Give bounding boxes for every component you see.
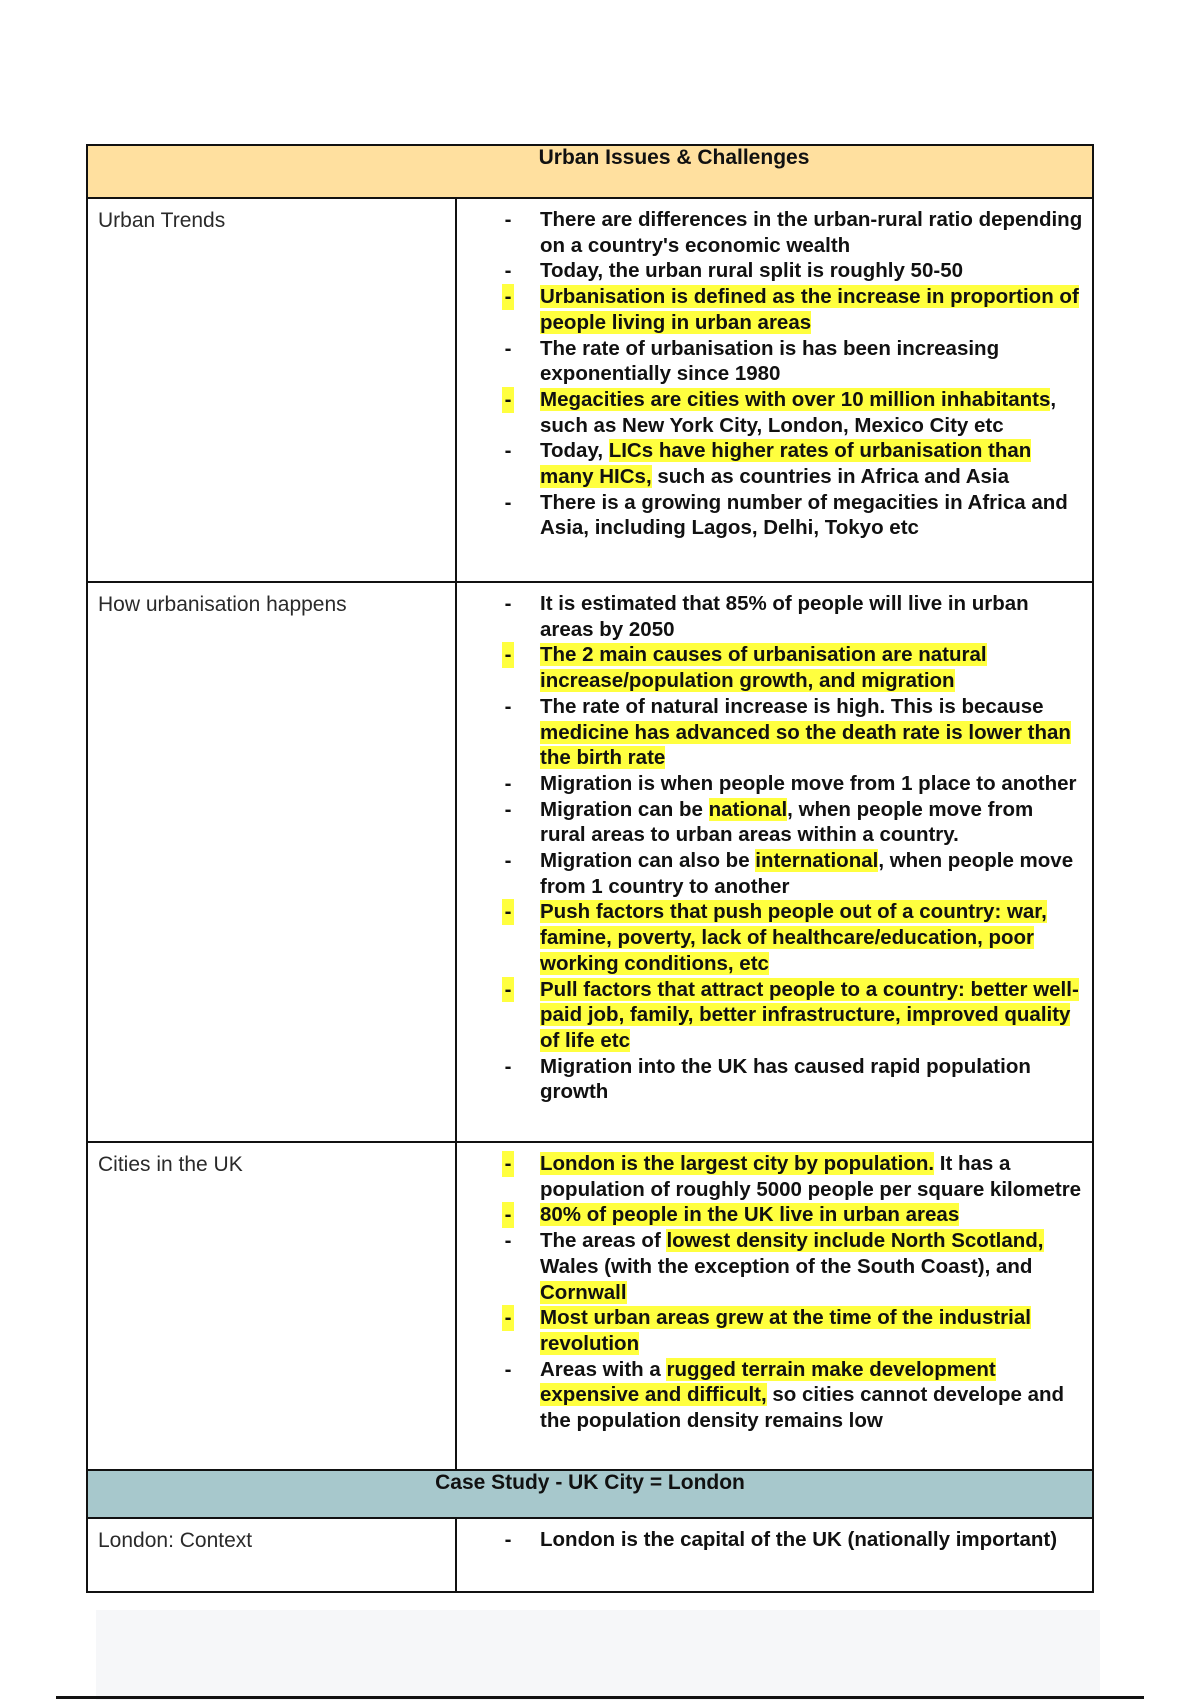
title-row bbox=[87, 145, 1093, 198]
bullet-dash-icon: - bbox=[502, 642, 514, 668]
bullet-dash-icon: - bbox=[504, 1528, 512, 1551]
bullet-point bbox=[457, 438, 1084, 489]
bullet-dash-icon: - bbox=[504, 1054, 512, 1078]
content-cell bbox=[456, 1142, 1093, 1470]
bullet-text: It is estimated that 85% of people will live in urban areas by 2050 bbox=[540, 592, 1029, 641]
topic-cell: London: Context bbox=[87, 1518, 456, 1592]
topic-cell: Cities in the UK bbox=[87, 1142, 456, 1470]
bullet-point bbox=[457, 848, 1084, 899]
bullet-point bbox=[457, 207, 1084, 258]
bullet-list bbox=[457, 207, 1084, 541]
topic-cell: Urban Trends bbox=[87, 198, 456, 582]
bullet-text: , such as New York City, London, Mexico City etc bbox=[540, 387, 1057, 437]
bullet-point bbox=[457, 797, 1084, 848]
bullet-dash-icon: - bbox=[502, 899, 514, 925]
bullet-dash-icon: - bbox=[504, 336, 512, 360]
bullet-text: Migration is when people move from 1 place to another bbox=[540, 771, 1077, 795]
highlighted-text: Pull factors that attract people to a country: better well-paid job, family, better infrastructure, improved quality of life etc bbox=[540, 977, 1079, 1052]
highlighted-text: Cornwall bbox=[540, 1280, 627, 1304]
section-row-cities-in-the-uk bbox=[87, 1142, 1093, 1470]
highlighted-text: international bbox=[755, 849, 879, 873]
bullet-dash-icon: - bbox=[502, 284, 514, 310]
bullet-point bbox=[457, 771, 1084, 797]
bullet-dash-icon: - bbox=[502, 387, 514, 413]
bullet-text: Migration can also be bbox=[540, 849, 756, 873]
bullet-text: Areas with a bbox=[540, 1357, 667, 1381]
bullet-text: There is a growing number of megacities in Africa and Asia, including Lagos, Delhi, Tokyo etc bbox=[540, 490, 1068, 540]
bullet-text: Today, bbox=[540, 439, 609, 463]
bullet-dash-icon: - bbox=[504, 694, 512, 718]
bullet-text: Today, the urban rural split is roughly 50-50 bbox=[540, 259, 963, 283]
bullet-point bbox=[457, 490, 1084, 541]
topic-cell: How urbanisation happens bbox=[87, 582, 456, 1142]
footer-rule bbox=[56, 1696, 1144, 1699]
highlighted-text: Most urban areas grew at the time of the industrial revolution bbox=[540, 1306, 1031, 1355]
bullet-point bbox=[457, 258, 1084, 284]
bullet-dash-icon: - bbox=[504, 490, 512, 514]
bullet-dash-icon: - bbox=[504, 797, 512, 821]
bullet-list bbox=[457, 1151, 1084, 1434]
page-footer-band bbox=[96, 1610, 1100, 1700]
bullet-text: London is the capital of the UK (nationally important) bbox=[540, 1528, 1058, 1551]
bullet-point bbox=[457, 899, 1084, 976]
case-study-row bbox=[87, 1470, 1093, 1518]
bullet-list bbox=[457, 591, 1084, 1105]
highlighted-text: national bbox=[708, 797, 788, 821]
highlighted-text: lowest density include North Scotland, bbox=[666, 1229, 1044, 1253]
bullet-point bbox=[457, 1202, 1084, 1228]
bullet-point bbox=[457, 387, 1084, 438]
bullet-dash-icon: - bbox=[502, 977, 514, 1003]
highlighted-text: rugged terrain make development expensive and difficult, bbox=[540, 1357, 996, 1407]
bullet-point bbox=[457, 284, 1084, 335]
case-study-heading: Case Study - UK City = London bbox=[87, 1470, 1093, 1518]
bullet-point bbox=[457, 1151, 1084, 1202]
bullet-dash-icon: - bbox=[502, 1305, 514, 1331]
bullet-text: The rate of natural increase is high. This is because bbox=[540, 694, 1044, 718]
bullet-point bbox=[457, 1305, 1084, 1356]
bullet-text: so cities cannot develope and the population density remains low bbox=[540, 1383, 1065, 1433]
notes-table bbox=[86, 144, 1094, 1593]
highlighted-text: The 2 main causes of urbanisation are natural increase/population growth, and migration bbox=[540, 643, 987, 693]
highlighted-text: Push factors that push people out of a country: war, famine, poverty, lack of healthcare/education, poor working conditions, etc bbox=[540, 900, 1047, 975]
bullet-point bbox=[457, 336, 1084, 387]
highlighted-text: LICs have higher rates of urbanisation than many HICs, bbox=[540, 439, 1032, 489]
highlighted-text: Megacities are cities with over 10 million inhabitants bbox=[540, 387, 1051, 411]
bullet-point bbox=[457, 1054, 1084, 1105]
bullet-point bbox=[457, 1357, 1084, 1434]
content-cell bbox=[456, 1518, 1093, 1592]
title-cell bbox=[87, 145, 1093, 198]
bullet-point bbox=[457, 591, 1084, 642]
bullet-text: Wales (with the exception of the South Coast), and bbox=[540, 1254, 1033, 1278]
highlighted-text: Urbanisation is defined as the increase in proportion of people living in urban areas bbox=[540, 285, 1079, 334]
section-row-how-urbanisation-happens bbox=[87, 582, 1093, 1142]
bullet-dash-icon: - bbox=[502, 1151, 514, 1177]
bullet-dash-icon: - bbox=[504, 1357, 512, 1381]
section-row-london-context bbox=[87, 1518, 1093, 1592]
bullet-dash-icon: - bbox=[504, 849, 512, 873]
bullet-list bbox=[457, 1527, 1084, 1553]
bullet-text: The areas of bbox=[540, 1229, 667, 1253]
highlighted-text: London is the largest city by population. bbox=[540, 1152, 935, 1175]
bullet-text: , when people move from rural areas to urban areas within a country. bbox=[540, 797, 1034, 847]
content-cell bbox=[456, 198, 1093, 582]
section-row-urban-trends bbox=[87, 198, 1093, 582]
bullet-point bbox=[457, 642, 1084, 693]
bullet-dash-icon: - bbox=[504, 1229, 512, 1253]
highlighted-text: 80% of people in the UK live in urban areas bbox=[540, 1203, 960, 1227]
bullet-dash-icon: - bbox=[504, 259, 512, 283]
document-title: Urban Issues & Challenges bbox=[538, 146, 810, 169]
bullet-text: such as countries in Africa and Asia bbox=[651, 465, 1009, 489]
bullet-dash-icon: - bbox=[504, 208, 512, 231]
bullet-text: Migration can be bbox=[540, 797, 709, 821]
bullet-point bbox=[457, 977, 1084, 1054]
bullet-point bbox=[457, 1228, 1084, 1305]
content-cell bbox=[456, 582, 1093, 1142]
bullet-text: It has a population of roughly 5000 people per square kilometre bbox=[540, 1152, 1082, 1201]
bullet-dash-icon: - bbox=[502, 1202, 514, 1228]
bullet-text: The rate of urbanisation is has been increasing exponentially since 1980 bbox=[540, 336, 1000, 386]
bullet-point bbox=[457, 694, 1084, 771]
bullet-text: , when people move from 1 country to another bbox=[540, 849, 1074, 898]
bullet-dash-icon: - bbox=[504, 592, 512, 615]
bullet-point bbox=[457, 1527, 1084, 1553]
bullet-text: Migration into the UK has caused rapid population growth bbox=[540, 1054, 1031, 1104]
bullet-dash-icon: - bbox=[504, 439, 512, 463]
bullet-text: There are differences in the urban-rural ratio depending on a country's economic wealth bbox=[540, 208, 1083, 257]
bullet-dash-icon: - bbox=[504, 771, 512, 795]
highlighted-text: medicine has advanced so the death rate is lower than the birth rate bbox=[540, 720, 1071, 770]
